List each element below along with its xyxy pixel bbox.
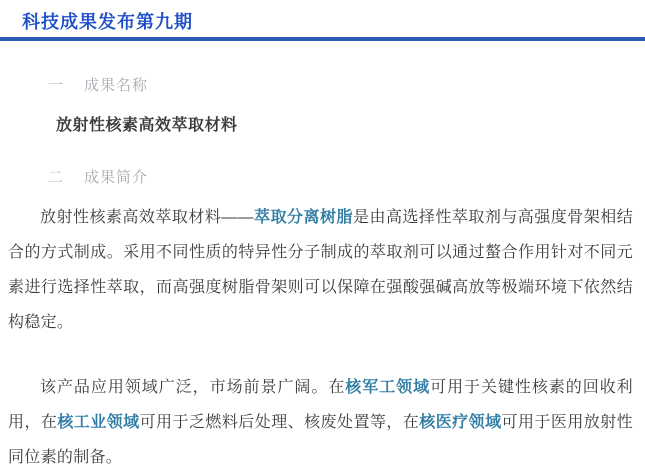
highlight-term: 萃取分离树脂 (253, 209, 353, 226)
page-title: 科技成果发布第九期 (22, 12, 193, 32)
highlight-term: 核医疗领域 (419, 414, 502, 431)
text-segment: 是由高选择性萃取剂与高强度骨架相结合的方式制成。采用不同性质的特异性分子制成的萃取剂可以通过螯合作用针对不同元素进行选择性萃取，而高强度树脂骨架则可以保障在强酸强碱高放等极端环境下依然结构稳定。 (8, 209, 633, 331)
text-segment: 可用于医用放射性同位素的制备。 (8, 414, 633, 466)
intro-paragraph-2 (0, 370, 645, 475)
achievement-name: 放射性核素高效萃取材料 (56, 117, 238, 134)
section-heading-name (0, 74, 645, 95)
text-segment: 放射性核素高效萃取材料—— (40, 209, 254, 226)
section-heading-intro (0, 166, 645, 187)
text-segment: 可用于乏燃料后处理、核废处置等，在 (139, 414, 420, 431)
section-number: 一 (48, 77, 65, 94)
document-body (0, 74, 645, 475)
highlight-term: 核军工领域 (345, 379, 431, 396)
document-header (0, 0, 645, 41)
text-segment: 该产品应用领域广泛，市场前景广阔。在 (40, 379, 346, 396)
intro-paragraph-1 (0, 200, 645, 340)
section-label: 成果简介 (84, 169, 149, 186)
highlight-term: 核工业领域 (57, 414, 140, 431)
text-segment: 可用于关键性核素的回收利用，在 (8, 379, 633, 431)
section-label: 成果名称 (84, 77, 149, 94)
section-number: 二 (48, 169, 65, 186)
header-divider (0, 37, 645, 41)
